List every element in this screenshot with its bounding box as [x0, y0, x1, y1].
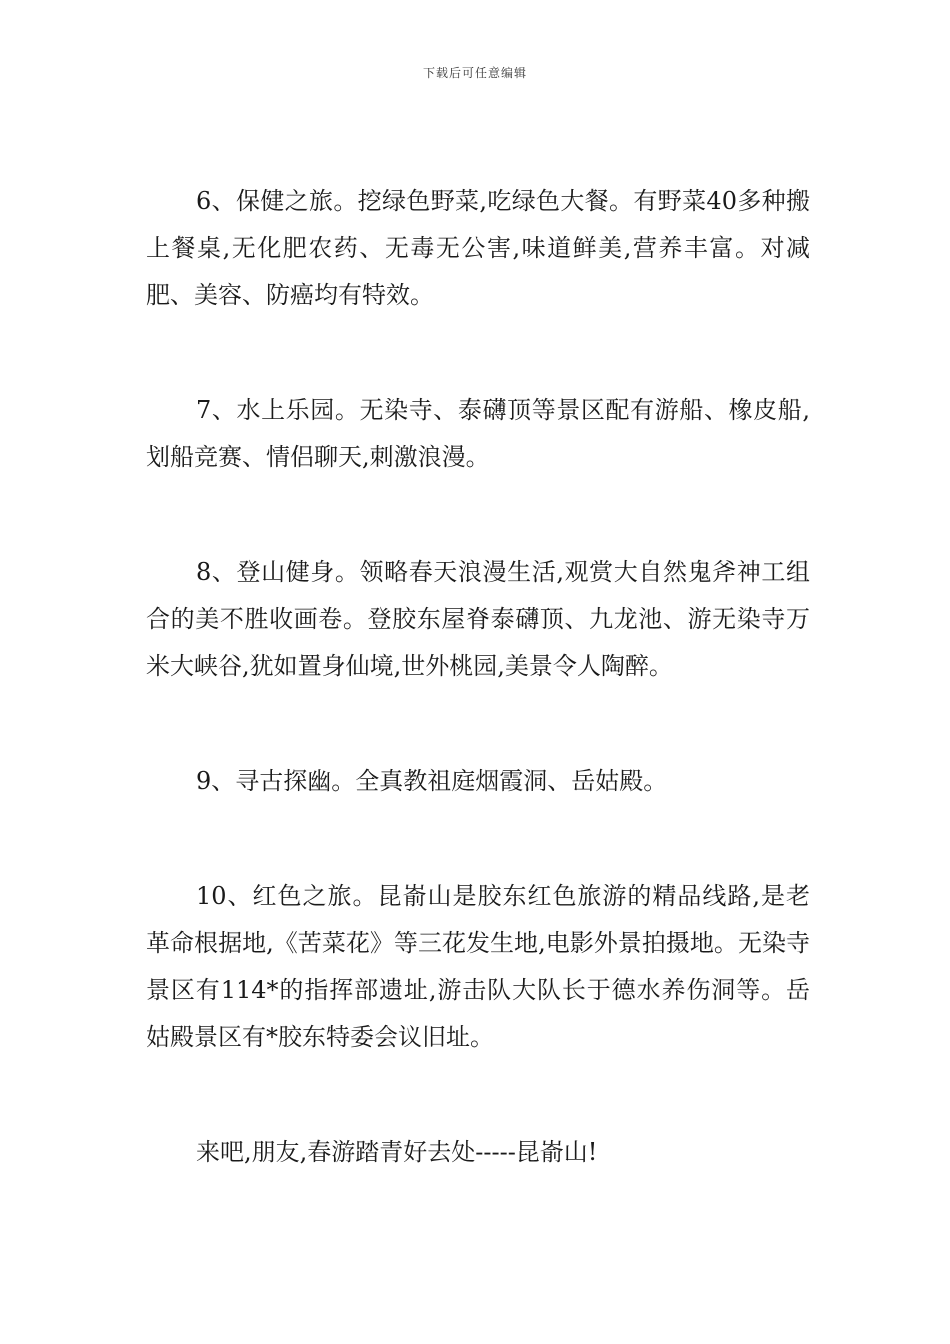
paragraph-ancient-exploration: 9、寻古探幽。全真教祖庭烟霞洞、岳姑殿。	[196, 767, 668, 795]
paragraph-closing-invitation: 来吧,朋友,春游踏青好去处-----昆嵛山!	[196, 1138, 598, 1166]
paragraph-mountain-climbing: 8、登山健身。领略春天浪漫生活,观赏大自然鬼斧神工组合的美不胜收画卷。登胶东屋脊泰礴顶、九龙池、游无染寺万米大峡谷,犹如置身仙境,世外桃园,美景令人陶醉。	[146, 558, 810, 680]
paragraph-red-tour: 10、红色之旅。昆嵛山是胶东红色旅游的精品线路,是老革命根据地,《苦菜花》等三花发生地,电影外景拍摄地。无染寺景区有114*的指挥部遗址,游击队大队长于德水养伤洞等。岳姑殿景区有*胶东特委会议旧址。	[146, 882, 810, 1051]
paragraph-water-park: 7、水上乐园。无染寺、泰礴顶等景区配有游船、橡皮船,划船竞赛、情侣聊天,刺激浪漫。	[146, 396, 810, 471]
page-header-note: 下载后可任意编辑	[422, 66, 527, 80]
document-body	[146, 178, 810, 1176]
paragraph-health-tour: 6、保健之旅。挖绿色野菜,吃绿色大餐。有野菜40多种搬上餐桌,无化肥农药、无毒无公害,味道鲜美,营养丰富。对减肥、美容、防癌均有特效。	[146, 187, 810, 309]
